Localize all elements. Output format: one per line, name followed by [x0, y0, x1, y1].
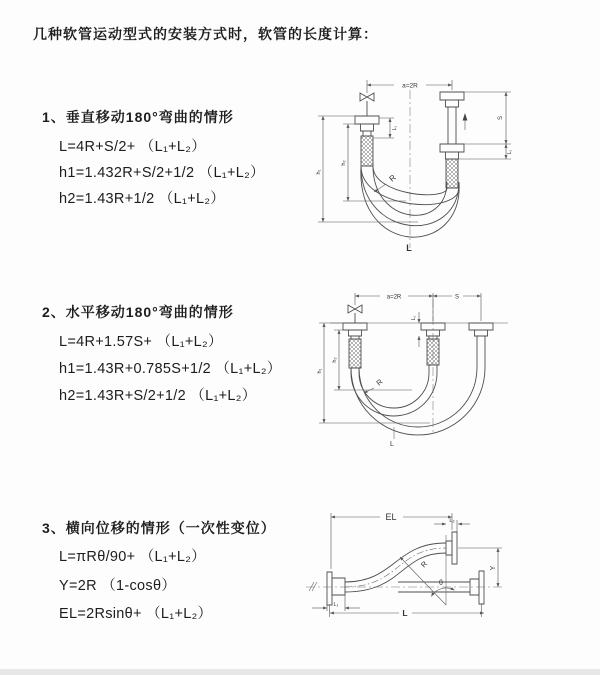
valve-icon: [360, 93, 374, 116]
dim-label-a2r: a=2R: [386, 294, 402, 301]
section2-formulas: [59, 329, 282, 410]
dim-label-l1: L₁: [411, 315, 417, 321]
section2-heading: 2、水平移动180°弯曲的情形: [42, 304, 234, 320]
right-pipe-assembly: [469, 323, 493, 336]
formula-line: h1=1.43R+0.785S+1/2 （L₁+L₂）: [59, 361, 282, 377]
dimension-h1: [317, 323, 430, 423]
dim-label-h1: h₁: [317, 368, 323, 374]
diagram-horizontal-180-bend: [312, 283, 547, 458]
formula-line: L=4R+1.57S+ （L₁+L₂）: [59, 334, 223, 350]
braided-hose-section: [361, 136, 373, 166]
diagram-lateral-displacement: [300, 505, 565, 650]
dimension-l1: [312, 595, 360, 611]
braided-hose-section: [427, 339, 439, 365]
dim-label-l2: L₂: [449, 518, 455, 524]
braided-hose-section: [349, 339, 361, 368]
dim-label-h2: h₂: [332, 357, 338, 363]
formula-line: h1=1.432R+S/2+1/2 （L₁+L₂）: [59, 165, 265, 181]
movement-up-arrow: [463, 113, 468, 130]
section3-formulas: [59, 543, 212, 629]
original-position-flange: [398, 571, 484, 604]
upper-flange: [446, 532, 457, 564]
section1-formulas: [59, 134, 265, 212]
dim-label-s: S: [498, 115, 504, 121]
formula-line: h2=1.43R+S/2+1/2 （L₁+L₂）: [59, 388, 257, 404]
formula-line: L=πRθ/90+ （L₁+L₂）: [59, 549, 206, 565]
dim-label-a2r: a=2R: [402, 82, 418, 90]
dimension-s: [433, 291, 481, 301]
page-edge: [0, 669, 600, 675]
dim-label-h2: h₂: [341, 160, 347, 166]
angle-label: θ: [439, 580, 443, 587]
section1-heading: 1、垂直移动180°弯曲的情形: [42, 109, 234, 125]
diagram-vertical-180-bend: [310, 70, 530, 260]
length-label: L: [390, 441, 394, 448]
radius-label: R: [387, 172, 398, 184]
dimension-a2r: [367, 79, 452, 93]
dimension-s: [464, 92, 511, 144]
valve-icon: [348, 305, 362, 323]
formula-line: EL=2Rsinθ+ （L₁+L₂）: [59, 606, 213, 622]
left-pipe-assembly: [355, 116, 379, 166]
dim-label-el: EL: [385, 512, 397, 522]
dimension-l: [330, 604, 485, 618]
hose-s-curve: [345, 543, 446, 592]
dim-label-l1: L₁: [392, 125, 398, 131]
length-label: L: [402, 608, 408, 618]
formula-line: h2=1.43R+1/2 （L₁+L₂）: [59, 191, 226, 207]
radius-callout: [364, 377, 385, 393]
dim-label-s: S: [454, 294, 460, 301]
dim-label-l1: L₁: [507, 149, 513, 155]
formula-line: Y=2R （1-cosθ）: [59, 577, 177, 594]
braided-hose-section: [446, 159, 458, 188]
dim-label-h1: h₁: [316, 169, 322, 175]
dimension-el: [331, 510, 455, 569]
dimension-l1-left: [373, 118, 398, 138]
left-flange: [327, 572, 345, 605]
section3-heading: 3、横向位移的情形（一次性变位）: [42, 520, 276, 536]
length-label: L: [406, 243, 412, 253]
right-pipe-assembly: [440, 92, 464, 188]
dimension-l1: [411, 312, 419, 347]
dimension-h1: [316, 116, 418, 222]
radius-label: R: [374, 377, 385, 388]
radius-label: R: [418, 559, 430, 570]
dimension-h2: [332, 330, 412, 390]
centerline: [306, 582, 502, 591]
formula-line: L=4R+S/2+ （L₁+L₂）: [59, 139, 207, 155]
dim-label-y: Y: [490, 565, 497, 571]
dim-label-l1: L₁: [333, 602, 339, 608]
page-title: 几种软管运动型式的安装方式时，软管的长度计算：: [33, 26, 378, 42]
hose-u-bends: [351, 336, 485, 435]
dimension-l1-right: [458, 144, 513, 159]
dimension-y: [458, 548, 502, 587]
